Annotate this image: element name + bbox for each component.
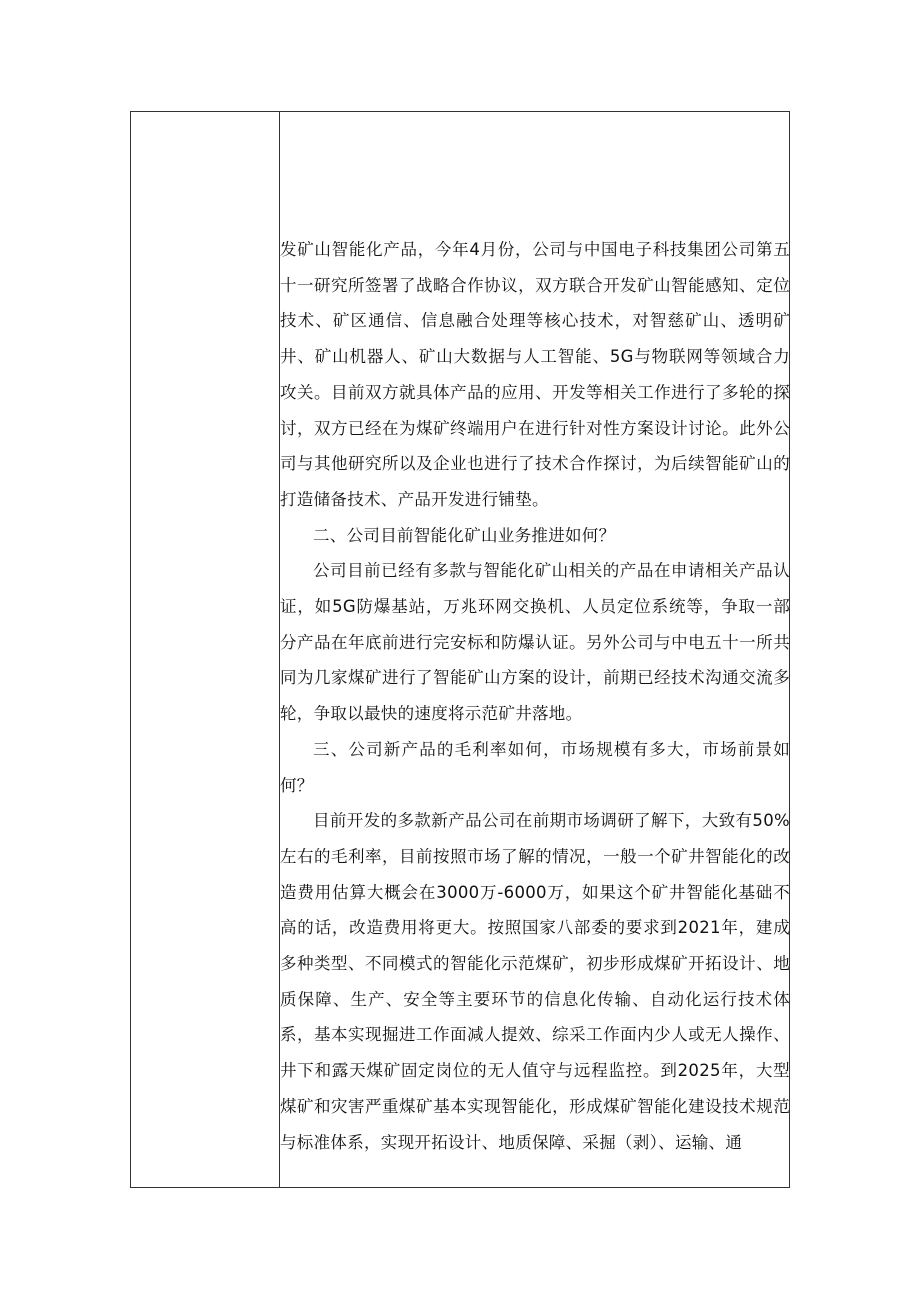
text-line: 技术、矿区通信、信息融合处理等核心技术，对智慈矿山、透明矿井、 (280, 311, 790, 367)
document-body (280, 232, 790, 1160)
paragraph-3 (280, 732, 790, 803)
text-line: 不高的话，改造费用将更大。按照国家八部委的要求到2021年，建成 (280, 882, 790, 938)
text-line: 部分产品在年底前进行完安标和防爆认证。另外公司与中电五十一所 (280, 597, 790, 652)
text-line: 矿山机器人、矿山大数据与人工智能、5G与物联网等领域合力攻关。 (280, 347, 790, 402)
text-line: 十一研究所签署了战略合作协议，双方联合开发矿山智能感知、定位 (280, 275, 790, 295)
text-line: 公司目前已经有多款与智能化矿山相关的产品在申请相关产品 (313, 561, 774, 581)
text-line: 认证，如5G防爆基站，万兆环网交换机、人员定位系统等，争取一 (280, 561, 790, 617)
text-line: 目前双方就具体产品的应用、开发等相关工作进行了多轮的探讨，双 (280, 382, 790, 438)
text-line: 三、公司新产品的毛利率如何，市场规模有多大，市场前景如 (313, 739, 790, 759)
text-line: 方已经在为煤矿终端用户在进行针对性方案设计讨论。此外公司与其 (280, 418, 790, 474)
text-line: 的改造费用估算大概会在3000万-6000万，如果这个矿井智能化基础 (280, 846, 790, 902)
text-line: 二、公司目前智能化矿山业务推进如何？ (313, 525, 616, 545)
paragraph-0 (280, 232, 790, 518)
text-line: 备技术、产品开发进行铺垫。 (330, 489, 549, 509)
text-line: 发矿山智能化产品，今年4月份，公司与中国电子科技集团公司第五 (280, 240, 790, 259)
text-line: 何？ (280, 775, 314, 795)
text-line: 多种类型、不同模式的智能化示范煤矿，初步形成煤矿开拓设计、地 (280, 954, 790, 974)
text-line: 灾害严重煤矿基本实现智能化，形成煤矿智能化建设技术规范与标准 (280, 1096, 790, 1152)
text-line: 目前开发的多款新产品公司在前期市场调研了解下，大致有 (313, 811, 753, 831)
paragraph-4 (280, 803, 790, 1160)
paragraph-1 (280, 518, 790, 554)
text-line: 共同为几家煤矿进行了智能矿山方案的设计，前期已经技术沟通交流 (280, 632, 790, 688)
left-table-cell (131, 112, 279, 1187)
text-line: 和露天煤矿固定岗位的无人值守与远程监控。到2025年，大型煤矿和 (280, 1061, 790, 1116)
text-line: 他研究所以及企业也进行了技术合作探讨，为后续智能矿山的打造储 (280, 454, 790, 509)
text-line: 质保障、生产、安全等主要环节的信息化传输、自动化运行技术体系， (280, 989, 790, 1045)
text-line: 多轮，争取以最快的速度将示范矿井落地。 (280, 668, 790, 724)
paragraph-2 (280, 553, 790, 732)
text-line: 体系，实现开拓设计、地质保障、采掘（剥）、运输、通 (330, 1132, 743, 1152)
text-line: 基本实现掘进工作面减人提效、综采工作面内少人或无人操作、井下 (280, 1025, 790, 1081)
text-line: 50%左右的毛利率，目前按照市场了解的情况，一般一个矿井智能化 (280, 811, 790, 866)
